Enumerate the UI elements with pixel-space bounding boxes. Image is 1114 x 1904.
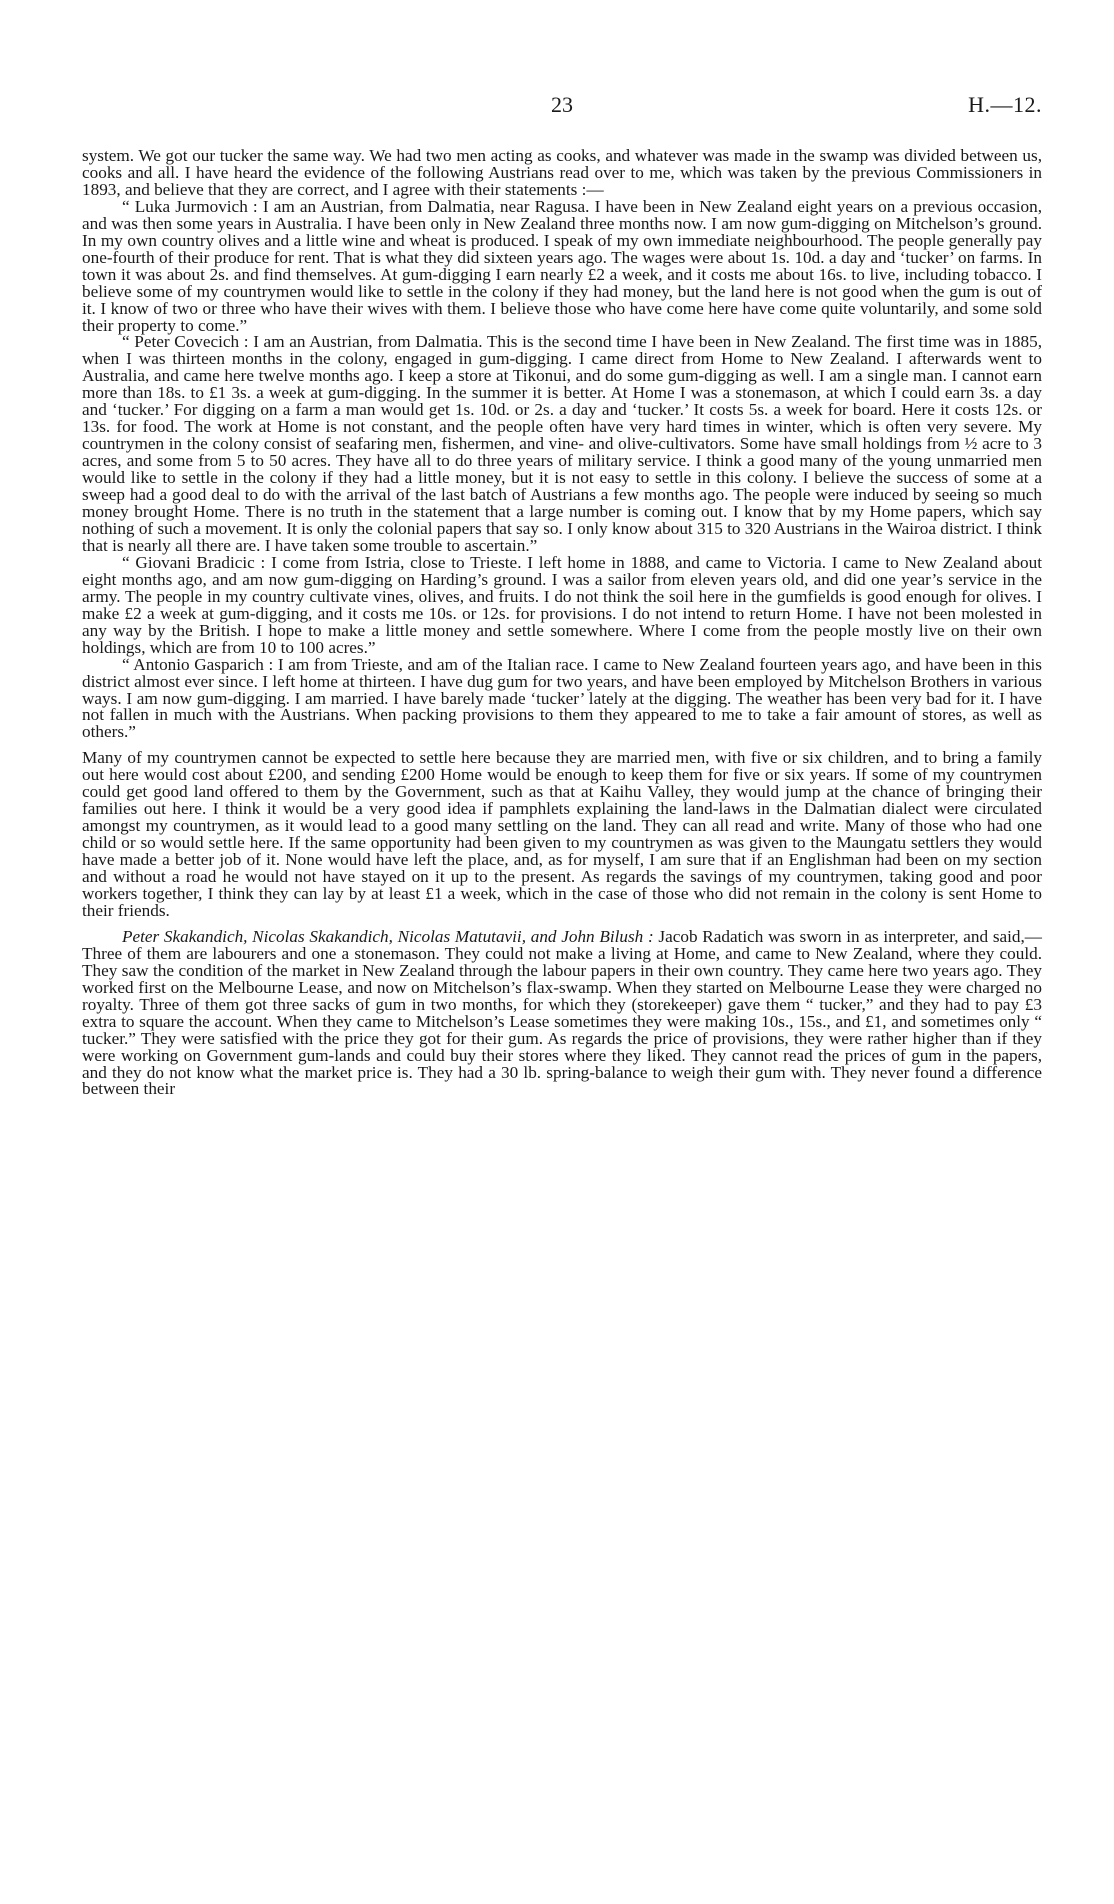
witness-statement: Jacob Radatich was sworn in as interpreter, and said,—Three of them are labourers and one a stonemason. They could not make a living at Home, and came to New Zealand, where they could. They saw the condition of the market in New Zealand through the labour papers in their own country. They came here two years ago. They worked first on the Melbourne Lease, and now on Mitchelson’s flax-swamp. When they started on Melbourne Lease they were charged no royalty. Three of them got three sacks of gum in two months, for which they (storekeeper) gave them “ tucker,” and they had to pay £3 extra to square the account. When they came to Mitchelson’s Lease sometimes they were making 10s., 15s., and £1, and sometimes only “ tucker.” They were satisfied with the price they got for their gum. As regards the price of provisions, they were rather higher than if they were working on Government gum-lands and could buy their stores where they liked. They cannot read the prices of gum in the papers, and they do not know what the market price is. They had a 30 lb. spring-balance to weigh their gum with. They never found a difference between their (82, 926, 1042, 1099)
page-header (82, 92, 1042, 122)
witness-names: Peter Skakandich, Nicolas Skakandich, Nicolas Matutavii, and John Bilush : (122, 926, 654, 946)
paragraph-skakandich (82, 926, 1042, 1099)
paragraph-testimony-gasparich: “ Antonio Gasparich : I am from Trieste, and am of the Italian race. I came to New Zealand fourteen years ago, and have been in this district almost ever since. I left home at thirteen. I have dug gum for two years, and have been employed by Mitchelson Brothers in various ways. I am now gum-digging. I am married. I have barely made ‘tucker’ lately at the digging. The weather has been very bad for it. I have not fallen in much with the Austrians. When packing provisions to them they appeared to me to take a fair amount of stores, as well as others.” (82, 654, 1042, 742)
paragraph-testimony-bradicic: “ Giovani Bradicic : I come from Istria, close to Trieste. I left home in 1888, and came to Victoria. I came to New Zealand about eight months ago, and am now gum-digging on Harding’s ground. I was a sailor from eleven years old, and did one year’s service in the army. The people in my country cultivate vines, olives, and fruits. I do not think the soil here in the gumfields is good enough for olives. I make £2 a week at gum-digging, and it costs me 10s. or 12s. for provisions. I do not intend to return Home. I have not been molested in any way by the British. I hope to make a little money and settle somewhere. Where I come from the people mostly live on their own holdings, which are from 10 to 100 acres.” (82, 552, 1042, 657)
paragraph-testimony-jurmovich: “ Luka Jurmovich : I am an Austrian, from Dalmatia, near Ragusa. I have been in New Zealand eight years on a previous occasion, and was then some years in Australia. I have been only in New Zealand three months now. I am now gum-digging on Mitchelson’s ground. In my own country olives and a little wine and wheat is produced. I speak of my own immediate neighbourhood. The people generally pay one-fourth of their produce for rent. That is what they did sixteen years ago. The wages were about 1s. 10d. a day and ‘tucker’ on farms. In town it was about 2s. and find themselves. At gum-digging I earn nearly £2 a week, and it costs me about 16s. to live, including tobacco. I believe some of my countrymen would like to settle in the colony if they had money, but the land here is not good when the gum is out of it. I know of two or three who have their wives with them. I believe those who have come here have come quite voluntarily, and some sold their property to come.” (82, 196, 1042, 335)
page-number: 23 (551, 92, 573, 117)
paragraph-continuation: system. We got our tucker the same way. We had two men acting as cooks, and whatever was made in the swamp was divided between us, cooks and all. I have heard the evidence of the following Austrians read over to me, which was taken by the previous Commissioners in 1893, and believe that they are correct, and I agree with their statements :— (82, 146, 1042, 199)
body-text (82, 148, 1042, 1098)
document-reference: H.—12. (968, 92, 1042, 117)
paragraph-testimony-covecich: “ Peter Covecich : I am an Austrian, from Dalmatia. This is the second time I have been in New Zealand. The first time was in 1885, when I was thirteen months in the colony, engaged in gum-digging. I came direct from Home to New Zealand. I afterwards went to Australia, and came here twelve months ago. I keep a store at Tikonui, and do some gum-digging as well. I am a single man. I cannot earn more than 18s. to £1 3s. a week at gum-digging. In the summer it is better. At Home I was a stonemason, at which I could earn 3s. a day and ‘tucker.’ For digging on a farm a man would get 1s. 10d. or 2s. a day and ‘tucker.’ It costs 5s. a week for board. Here it costs 12s. or 13s. for food. The work at Home is not constant, and the people often have very hard times in winter, which is often very severe. My countrymen in the colony consist of seafaring men, fishermen, and vine- and olive-cultivators. Some have small holdings from ½ acre to 3 acres, and some from 5 to 50 acres. They have all to do three years of military service. I think a good many of the young unmarried men would like to settle in the colony if they had a little money, but it is not easy to settle in this colony. I believe the success of some at a sweep had a good deal to do with the arrival of the last batch of Austrians a few months ago. The people were induced by seeing so much money brought Home. There is no truth in the statement that a large number is coming out. I know that by my Home papers, which say nothing of such a movement. It is only the colonial papers that say so. I only know about 315 to 320 Austrians in the Wairoa district. I think that is nearly all there are. I have taken some trouble to ascertain.” (82, 332, 1042, 555)
paragraph-countrymen: Many of my countrymen cannot be expected to settle here because they are married men, with five or six children, and to bring a family out here would cost about £200, and sending £200 Home would be enough to keep them for five or six years. If some of my countrymen could get good land offered to them by the Government, such as that at Kaihu Valley, they would jump at the chance of bringing their families out here. I think it would be a very good idea if pamphlets explaining the land-laws in the Dalmatian dialect were circulated amongst my countrymen, as it would lead to a good many settling on the land. They can all read and write. Many of those who had one child or so would settle here. If the same opportunity had been given to my countrymen as was given to the Maungatu settlers they would have made a better job of it. None would have left the place, and, as for myself, I am sure that if an Englishman had been on my section and without a road he would not have stayed on it up to the present. As regards the savings of my countrymen, taking good and poor workers together, I think they can lay by at least £1 a week, which in the case of those who did not remain in the colony is sent Home to their friends. (82, 748, 1042, 920)
